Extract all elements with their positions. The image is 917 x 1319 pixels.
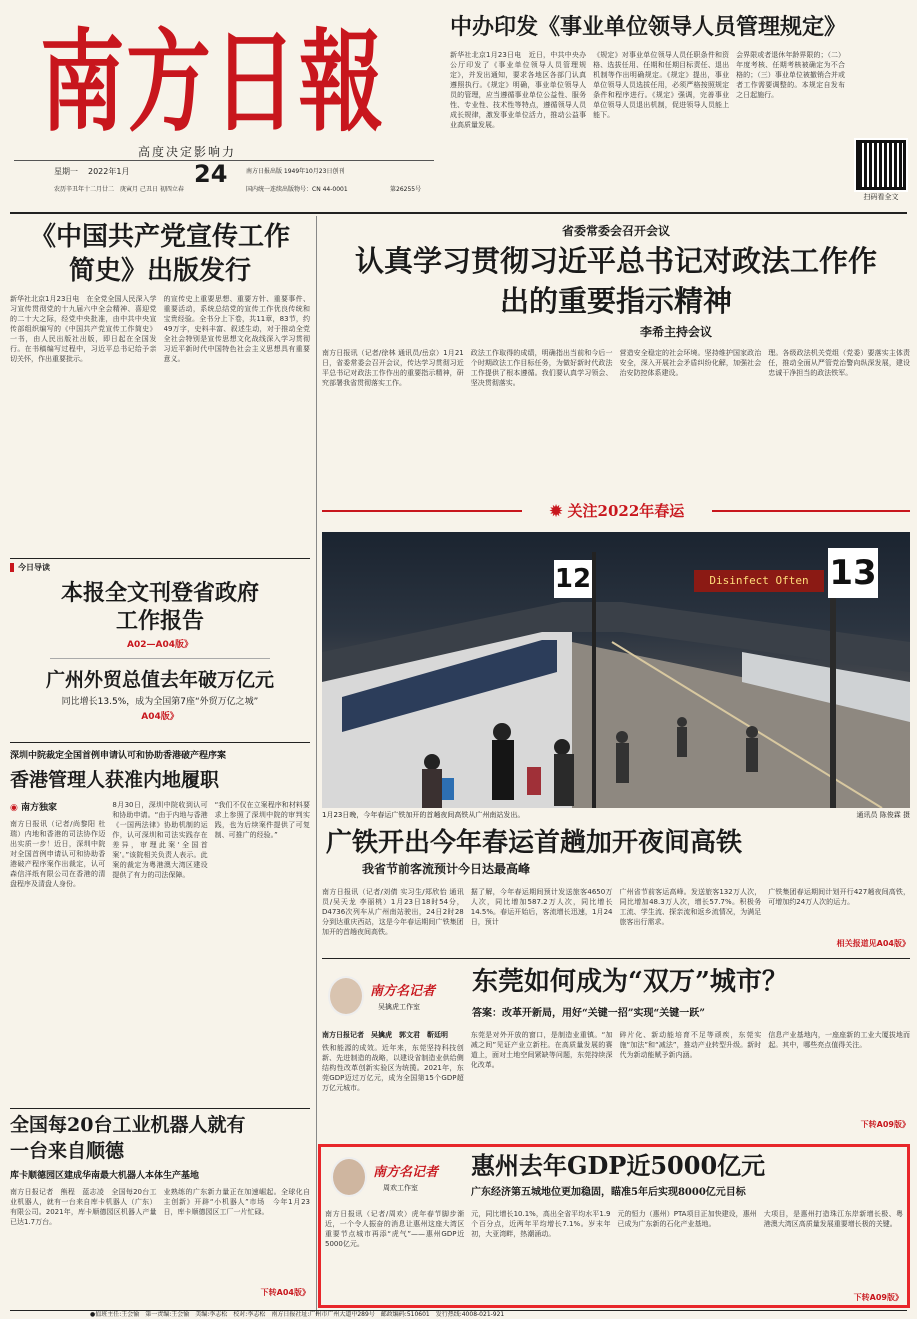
led-board: Disinfect Often bbox=[694, 570, 824, 592]
huizhou-ref[interactable]: 下转A09版》 bbox=[853, 1293, 903, 1302]
dongguan-article bbox=[322, 964, 910, 1134]
hk-article bbox=[10, 748, 310, 1038]
photo-caption: 1月23日晚，今年春运广铁加开的首趟夜间高铁从广州南站发出。 bbox=[322, 811, 525, 819]
top-article-col3: 会界限或者退休年龄界限的；（二）年度考核、任期考核被确定为不合格的；（三）事业单位被撤销合并或者工作需要调整的。本规定自发布之日起施行。 bbox=[736, 51, 846, 99]
masthead bbox=[0, 0, 440, 200]
qr-caption: 扫码看全文 bbox=[863, 193, 899, 201]
train-photo bbox=[322, 532, 910, 808]
forum-col2: 政法工作取得的成绩，明确指出当前和今后一个时期政法工作目标任务，为做好新时代政法工作提供了根本遵循。我们要认真学习领会、坚决贯彻落实。 bbox=[470, 349, 613, 387]
reporter-avatar bbox=[331, 1157, 367, 1197]
huizhou-col4: 大项目，是惠州打造珠江东岸新增长极、粤港澳大湾区高质量发展重要增长极的关键。 bbox=[763, 1210, 903, 1228]
robot-title: 全国每20台工业机器人就有一台来自顺德 bbox=[10, 1114, 246, 1162]
forum-kicker: 省委常委会召开会议 bbox=[561, 224, 670, 238]
left-lead-article bbox=[10, 220, 310, 550]
huizhou-col3: 元的恒力（惠州）PTA项目正加快建设，惠州已成为广东新的石化产业基地。 bbox=[617, 1210, 757, 1228]
reporter-avatar bbox=[328, 976, 364, 1016]
brand-icon: ◉ bbox=[10, 803, 18, 813]
forum-title: 认真学习贯彻习近平总书记对政法工作作出的重要指示精神 bbox=[354, 244, 877, 318]
banner-text: 关注2022年春运 bbox=[567, 502, 685, 520]
forum-subtitle: 李希主持会议 bbox=[639, 325, 712, 339]
huizhou-title: 惠州去年GDP近5000亿元 bbox=[471, 1151, 766, 1180]
top-article-col1: 新华社北京1月23日电 近日，中共中央办公厅印发了《事业单位领导人员管理规定》，并发出通知，要求各地区各部门认真遵照执行。《规定》明确，事业单位领导人员的管理，应当遵循事业单位公益性、服务性、专业性、技术性等特点，遵循领导人员成长规律，激发事业单位活力，推动公益事业高质量发展。 bbox=[450, 51, 587, 129]
spring-title: 广铁开出今年春运首趟加开夜间高铁 bbox=[326, 828, 743, 858]
lunar-date: 农历辛丑年十二月廿二 庚寅月 己丑日 初四立春 bbox=[54, 186, 184, 193]
dongguan-col3: 碎片化、新动能培育不足等顽疾，东莞实施“加法”和“减法”，推动产业转型升级。新时代为新动能赋予新内涵。 bbox=[619, 1031, 762, 1059]
forum-col3: 营造安全稳定的社会环境。坚持维护国家政治安全，深入开展社会矛盾纠纷化解，加强社会治安防控体系建设。 bbox=[619, 349, 762, 377]
hk-col2: 8月30日，深圳中院收到认可和协助申请。“由于内地与香港《一国两法律》协助机制的运作，认可深圳和司法实践存在差异，审理此案‘全国首案’。”该院相关负责人表示。此案的裁定为粤港澳大湾区建设提供了有力的司法保障。 bbox=[112, 801, 208, 879]
guide-item2-sub: 同比增长13.5%，成为全国第7座“外贸万亿之城” bbox=[61, 697, 259, 707]
huizhou-col1: 南方日报讯（记者/周欢）虎年春节脚步渐近，一个令人振奋的消息让惠州这座大湾区重要节点城市再添“虎气”——惠州GDP近5000亿元。 bbox=[325, 1210, 465, 1248]
huizhou-brand-box bbox=[325, 1155, 465, 1205]
newspaper-logo: 南方日報 bbox=[40, 17, 385, 148]
hk-col1: 南方日报讯（记者/尚黎阳 杜瑞）内地和香港的司法协作迈出实质一步！近日，深圳中院对全国首例申请认可和协助香港破产程序案作出裁定，认可森信洋纸有限公司在香港的清盘程序及清盘人身份。 bbox=[10, 820, 106, 888]
guide-item2-title[interactable]: 广州外贸总值去年破万亿元 bbox=[45, 669, 274, 691]
today-guide bbox=[10, 562, 310, 738]
forum-col4: 理。各级政法机关党组（党委）要落实主体责任，推动全面从严管党治警向纵深发展，建设忠诚干净担当的政法铁军。 bbox=[768, 349, 910, 377]
spring-col3: 广州省节前客运高峰。发送旅客132万人次，同比增加48.3万人次，增长57.7%。积极务工流、学生流、探亲流和返乡流情况，为满足旅客出行需求。 bbox=[619, 888, 762, 926]
spring-sub: 我省节前客流预计今日达最高峰 bbox=[362, 862, 531, 876]
issue-number: 第26255号 bbox=[390, 186, 422, 193]
dongguan-sub: 答案：改革开新局，用好“关键一招”实现“关键一跃” bbox=[472, 1008, 706, 1019]
guide-item2-ref[interactable]: A04版》 bbox=[141, 712, 179, 722]
hk-kicker: 深圳中院裁定全国首例申请认可和协助香港破产程序案 bbox=[10, 751, 227, 761]
footer: ●值班主任:王会愉 第一责编:王会愉 美编:李志松 校对:李志松 南方日报社址:广州市广州大道中289号 邮政编码:510601 发行热线:4008-021-921 bbox=[90, 1311, 505, 1318]
platform-sign-right: 13 bbox=[828, 548, 878, 598]
hk-brand: 南方独家 bbox=[21, 803, 58, 813]
dongguan-title: 东莞如何成为“双万”城市？ bbox=[472, 967, 788, 997]
top-article-col2: 《规定》对事业单位领导人员任职条件和资格、选拔任用、任期和任期目标责任、退出机制等作出明确规定。《规定》提出，事业单位领导人员选拔任用，必须严格按照规定条件和程序进行。《规定》强调，完善事业单位领导人员退出机制，促进领导人员能上能下。 bbox=[593, 51, 730, 119]
weekday: 星期一 bbox=[54, 167, 78, 176]
dongguan-col2: 东莞是对外开放的窗口，是制造业重镇。“加减之间”见证产业立新柱。在高质量发展的赛道上，面对土地空间紧缺等问题，东莞持续深化改革。 bbox=[470, 1031, 613, 1069]
left-lead-col2: 的宣传史上重要思想、重要方针、重要事件、重要活动，系统总结党的宣传工作优良传统和宝贵经验。全书分上下卷，共11章，83节，约49万字，史料丰富、叙述生动，对于推动全党全社会特别是宣传思想文化战线深入学习贯彻习近平新时代中国特色社会主义思想具有重要意义。 bbox=[163, 295, 310, 363]
forum-col1: 南方日报讯（记者/徐林 通讯员/岳京）1月21日，省委常委会召开会议，传达学习贯彻习近平总书记对政法工作作出的重要指示精神，研究部署我省贯彻落实工作。 bbox=[322, 349, 464, 387]
platform-sign-left: 12 bbox=[554, 560, 592, 598]
guide-header: 今日导读 bbox=[18, 563, 50, 572]
spring-col4: 广铁集团春运期间计划开行427趟夜间高铁，可增加约24万人次的运力。 bbox=[768, 888, 910, 906]
spring-col1: 南方日报讯（记者/刘倩 实习生/郑欣怡 通讯员/吴天龙 李丽桃）1月23日18时54分，D4736次列车从广州南站驶出，24日2时28分到达重庆西站，这是今年春运期间广铁集团加开的首趟夜间高铁。 bbox=[322, 888, 464, 936]
dongguan-col4: 信息产业基地内，一座座新的工业大厦拔地而起。其中，哪些亮点值得关注。 bbox=[768, 1031, 910, 1049]
spring-article bbox=[322, 826, 910, 954]
guide-item1-title[interactable]: 本报全文刊登省政府工作报告 bbox=[60, 580, 259, 634]
hk-title: 香港管理人获准内地履职 bbox=[10, 769, 220, 791]
spring-banner bbox=[322, 496, 910, 526]
huizhou-brand: 南方名记者 bbox=[373, 1165, 439, 1180]
robot-col2: 业熟练的广东新力量正在加速崛起。全球化自主创新》开辟“小机器人”市场 今年1月23日，库卡顺德园区工厂一片忙碌。 bbox=[163, 1188, 310, 1216]
qr-block bbox=[852, 50, 910, 200]
guide-item1-ref[interactable]: A02—A04版》 bbox=[127, 640, 193, 650]
day-number: 24 bbox=[194, 160, 228, 188]
left-lead-title: 《中国共产党宣传工作简史》出版发行 bbox=[29, 222, 290, 286]
date-box bbox=[50, 160, 440, 198]
dongguan-byline: 南方日报记者 吴擒虎 郭文君 靳廷明 bbox=[322, 1031, 448, 1039]
dongguan-brand-box bbox=[322, 972, 462, 1022]
dongguan-reporter-tag: 吴擒虎工作室 bbox=[378, 1003, 420, 1011]
qr-code-icon[interactable] bbox=[856, 140, 906, 190]
spring-ref[interactable]: 相关报道见A04版》 bbox=[836, 939, 910, 948]
huizhou-col2: 元，同比增长10.1%，高出全省平均水平1.9个百分点，近两年平均增长7.1%。岁末年初，大亚湾畔，热潮涌动。 bbox=[471, 1210, 611, 1238]
robot-col1: 南方日报记者 熊程 蓝志凌 全国每20台工业机器人，就有一台来自库卡机器人（广东）有限公司。2021年，库卡顺德园区机器人产量已达1.7万台。 bbox=[10, 1188, 157, 1226]
spring-col2: 据了解，今年春运期间预计发送旅客4650万人次，同比增加587.2万人次，同比增长14.5%。春运开始后，客流增长迅速，1月24日，预计 bbox=[470, 888, 613, 926]
robot-ref[interactable]: 下转A04版》 bbox=[260, 1288, 310, 1297]
hk-col3: “我们不仅在立案程序和材料要求上参照了深圳中院的审判实践，也为后续案件提供了可复制、可推广的经验。” bbox=[214, 801, 310, 839]
flame-icon: ✹ bbox=[549, 502, 563, 520]
cn-code: 国内统一连续出版物号：CN 44-0001 bbox=[246, 186, 348, 193]
robot-sub: 库卡顺德园区建成华南最大机器人本体生产基地 bbox=[10, 1171, 200, 1181]
forum-article bbox=[322, 222, 910, 492]
huizhou-article[interactable] bbox=[318, 1144, 910, 1308]
top-article-title: 中办印发《事业单位领导人员管理规定》 bbox=[450, 14, 847, 40]
date-line: 2022年1月 bbox=[88, 167, 130, 176]
huizhou-sub: 广东经济第五城地位更加稳固，瞄准5年后实现8000亿元目标 bbox=[471, 1187, 746, 1198]
slogan: 高度决定影响力 bbox=[138, 145, 237, 159]
dongguan-brand: 南方名记者 bbox=[370, 984, 436, 999]
dongguan-ref[interactable]: 下转A09版》 bbox=[860, 1120, 910, 1129]
robot-article bbox=[10, 1112, 310, 1302]
huizhou-reporter-tag: 周欢工作室 bbox=[383, 1184, 418, 1192]
left-lead-col1: 新华社北京1月23日电 在全党全国人民深入学习宣传贯彻党的十九届六中全会精神、喜迎党的二十大之际，经党中央批准，由中共中央宣传部组织编写的《中国共产党宣传工作简史》一书，由人民出版社出版，即日起在全国发行。在书稿编写过程中，习近平总书记给予亲切关怀，作出重要批示。 bbox=[10, 295, 157, 363]
photo-credit: 通讯员 陈俊霖 摄 bbox=[856, 811, 910, 819]
publisher: 南方日报出版 1949年10月23日创刊 bbox=[246, 168, 345, 175]
dongguan-col1: 铁和能源的成效。近年来，东莞坚持科技创新、先进制造的战略，以建设省制造业供给侧结构性改革创新实验区为统揽。2021年，东莞GDP迈过万亿元，成为全国第15个GDP超万亿元城市。 bbox=[322, 1044, 464, 1092]
top-article bbox=[450, 10, 910, 210]
